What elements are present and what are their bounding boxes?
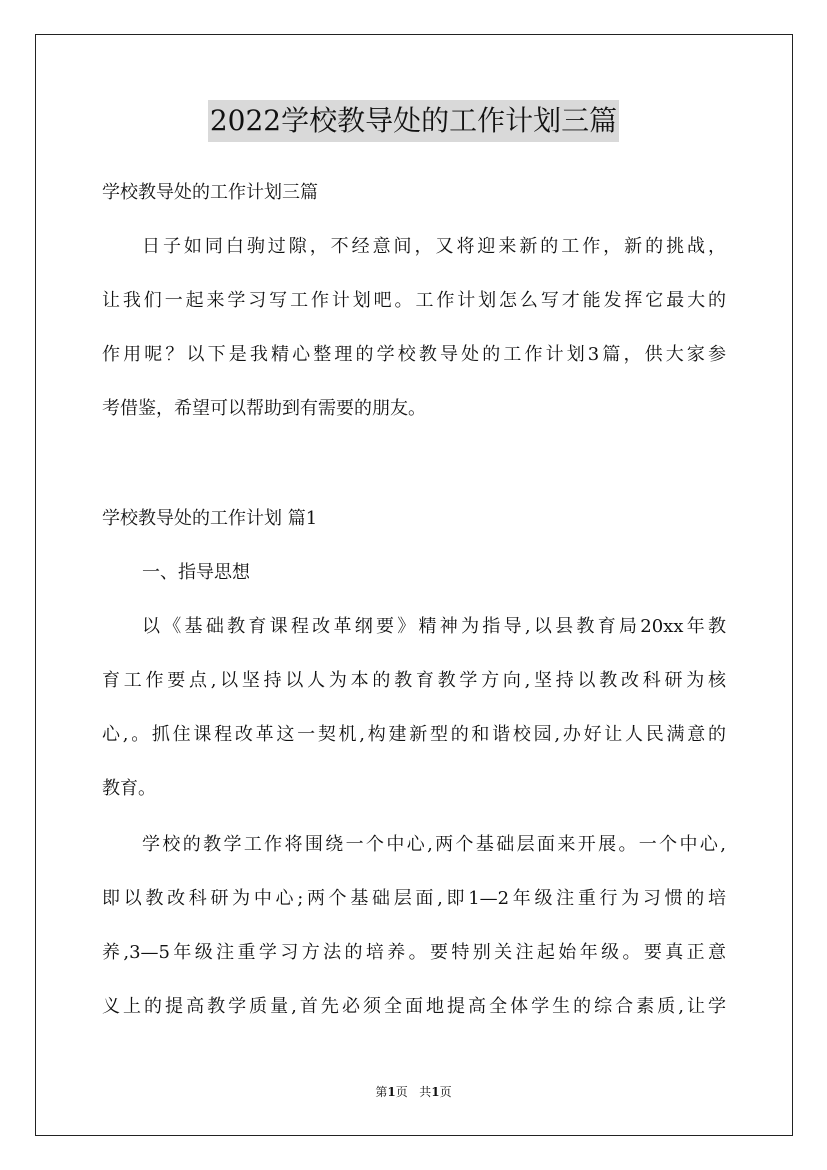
section-heading: 学校教导处的工作计划 篇1 bbox=[102, 508, 318, 529]
total-pages: 1 bbox=[431, 1085, 440, 1099]
intro-line-3: 作用呢？以下是我精心整理的学校教导处的工作计划3篇，供大家参 bbox=[102, 344, 726, 365]
para1-line-4: 教育。 bbox=[102, 778, 156, 799]
para2-line-3: 养,3—5年级注重学习方法的培养。要特别关注起始年级。要真正意 bbox=[102, 942, 726, 963]
total-label-prefix: 共 bbox=[419, 1085, 432, 1099]
page-label-suffix: 页 bbox=[395, 1085, 408, 1099]
document-title-text: 2022学校教导处的工作计划三篇 bbox=[208, 100, 619, 142]
para1-line-2: 育工作要点,以坚持以人为本的教育教学方向,坚持以教改科研为核 bbox=[102, 670, 726, 691]
intro-line-2: 让我们一起来学习写工作计划吧。工作计划怎么写才能发挥它最大的 bbox=[102, 290, 726, 311]
subsection-heading: 一、指导思想 bbox=[142, 562, 250, 583]
page-number: 1 bbox=[387, 1085, 396, 1099]
total-label-suffix: 页 bbox=[439, 1085, 452, 1099]
document-subtitle: 学校教导处的工作计划三篇 bbox=[102, 182, 318, 203]
intro-line-1: 日子如同白驹过隙，不经意间，又将迎来新的工作，新的挑战， bbox=[142, 236, 726, 257]
para1-line-3: 心,。抓住课程改革这一契机,构建新型的和谐校园,办好让人民满意的 bbox=[102, 724, 726, 745]
para1-line-1: 以《基础教育课程改革纲要》精神为指导,以县教育局20xx年教 bbox=[142, 616, 726, 637]
page-label-prefix: 第 bbox=[375, 1085, 388, 1099]
para2-line-4: 义上的提高教学质量,首先必须全面地提高全体学生的综合素质,让学 bbox=[102, 996, 726, 1017]
intro-line-4: 考借鉴，希望可以帮助到有需要的朋友。 bbox=[102, 398, 426, 419]
para2-line-2: 即以教改科研为中心;两个基础层面,即1—2年级注重行为习惯的培 bbox=[102, 888, 726, 909]
document-title bbox=[0, 100, 827, 142]
para2-line-1: 学校的教学工作将围绕一个中心,两个基础层面来开展。一个中心, bbox=[142, 834, 726, 855]
page-footer bbox=[0, 1083, 827, 1101]
